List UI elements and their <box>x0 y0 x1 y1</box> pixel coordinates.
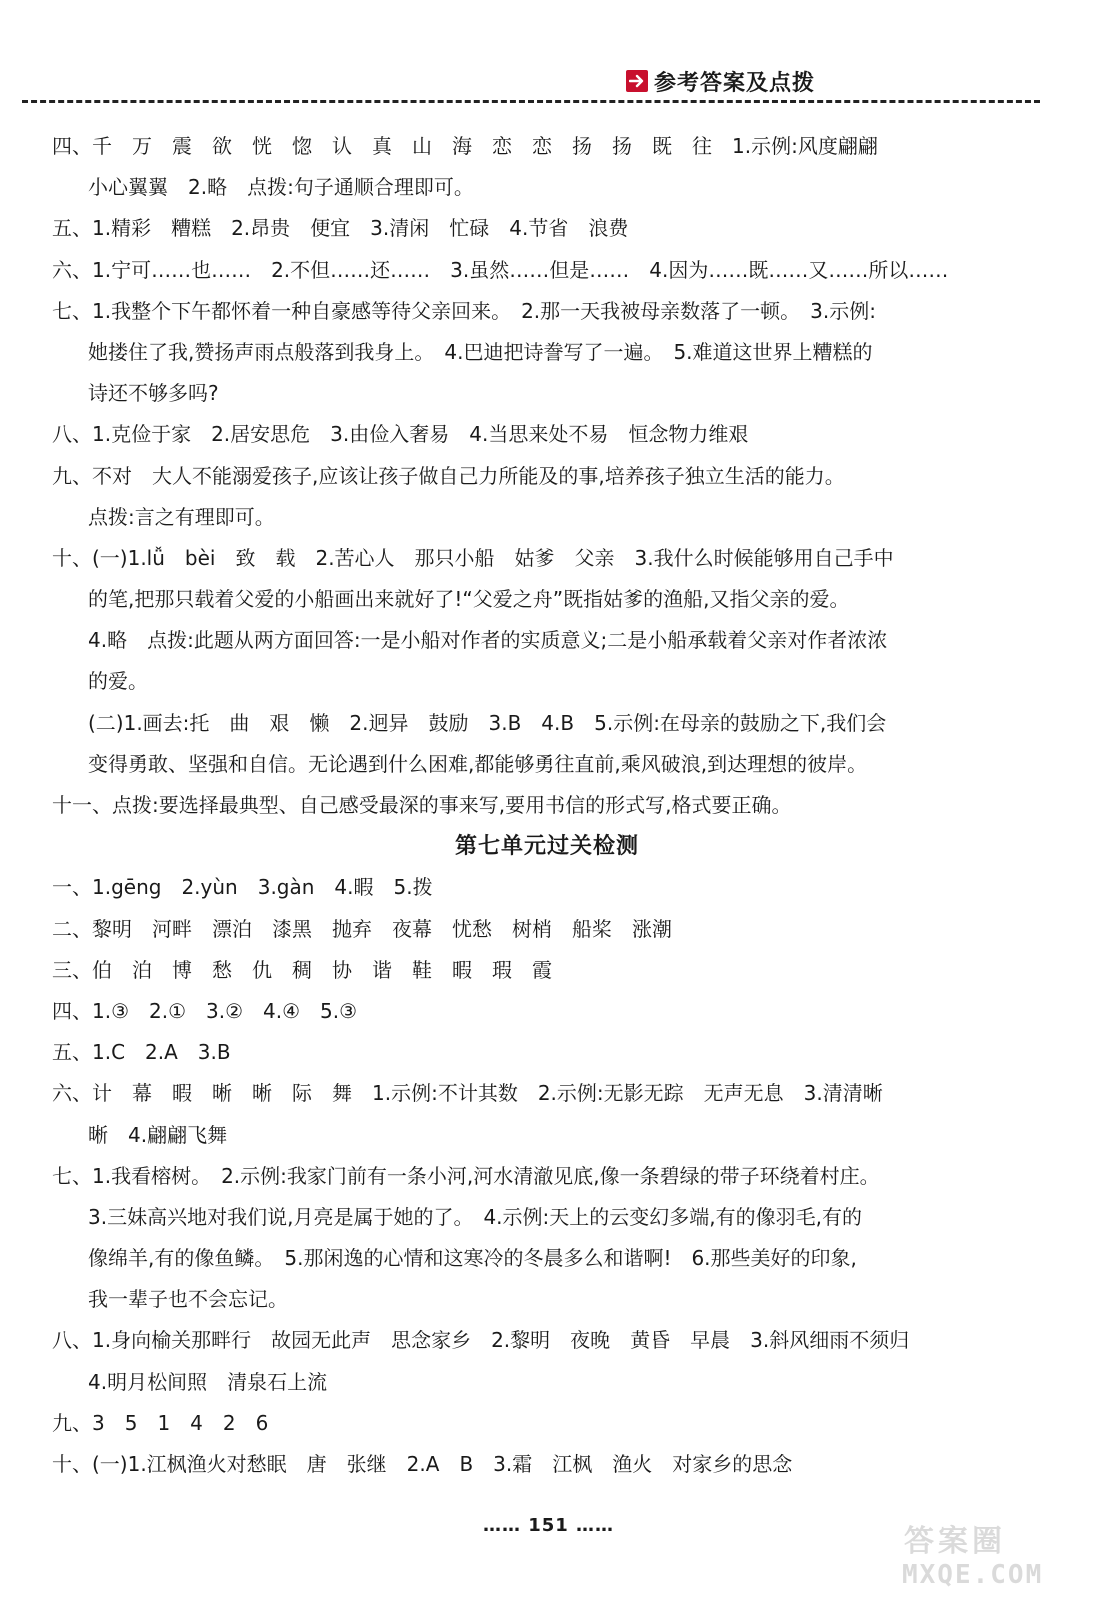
answer-line: 四、1.③ 2.① 3.② 4.④ 5.③ <box>52 998 358 1023</box>
arrow-right-icon <box>626 70 648 92</box>
answer-line: 十、(一)1.江枫渔火对愁眠 唐 张继 2.A B 3.霜 江枫 渔火 对家乡的思念 <box>52 1452 793 1476</box>
header-divider <box>22 100 1040 103</box>
answer-line: 她搂住了我,赞扬声雨点般落到我身上。 4.巴迪把诗誊写了一遍。 5.难道这世界上糟糕的 <box>88 339 873 364</box>
answer-line: 二、黎明 河畔 漂泊 漆黑 抛弃 夜幕 忧愁 树梢 船桨 涨潮 <box>52 916 672 941</box>
answer-content <box>52 126 1042 1485</box>
header-title: 参考答案及点拨 <box>654 71 816 96</box>
answer-line: 八、1.身向榆关那畔行 故园无此声 思念家乡 2.黎明 夜晚 黄昏 早晨 3.斜风细雨不须归 <box>52 1328 910 1353</box>
section-title: 第七单元过关检测 <box>454 834 639 860</box>
answer-line: 点拨:言之有理即可。 <box>88 504 275 529</box>
answer-line: 晰 4.翩翩飞舞 <box>88 1122 228 1147</box>
watermark-logo <box>898 1516 1088 1592</box>
answer-line: 五、1.精彩 糟糕 2.昂贵 便宜 3.清闲 忙碌 4.节省 浪费 <box>52 216 629 241</box>
answer-line: (二)1.画去:托 曲 艰 懒 2.迥异 鼓励 3.B 4.B 5.示例:在母亲的鼓励之下,我们会 <box>88 710 887 735</box>
answer-line: 小心翼翼 2.略 点拨:句子通顺合理即可。 <box>88 175 474 200</box>
answer-line: 六、计 幕 暇 晰 晰 际 舞 1.示例:不计其数 2.示例:无影无踪 无声无息 3.清清晰 <box>52 1081 883 1106</box>
answer-line: 四、千 万 震 欲 恍 惚 认 真 山 海 恋 恋 扬 扬 既 往 1.示例:风度翩翩 <box>52 134 878 158</box>
answer-line: 我一辈子也不会忘记。 <box>88 1287 288 1312</box>
answer-line: 八、1.克俭于家 2.居安思危 3.由俭入奢易 4.当思来处不易 恒念物力维艰 <box>52 422 749 447</box>
answer-line: 变得勇敢、坚强和自信。无论遇到什么困难,都能够勇往直前,乘风破浪,到达理想的彼岸。 <box>88 751 868 776</box>
answer-line: 七、1.我整个下午都怀着一种自豪感等待父亲回来。 2.那一天我被母亲数落了一顿。 3.示例: <box>52 298 876 323</box>
answer-line: 九、3 5 1 4 2 6 <box>52 1410 269 1435</box>
answer-line: 一、1.gēng 2.yùn 3.gàn 4.暇 5.拨 <box>52 875 433 900</box>
answer-line: 像绵羊,有的像鱼鳞。 5.那闲逸的心情和这寒冷的冬晨多么和谐啊! 6.那些美好的印象, <box>88 1246 857 1271</box>
answer-line: 十一、点拨:要选择最典型、自己感受最深的事来写,要用书信的形式写,格式要正确。 <box>52 793 792 817</box>
watermark-text: 答案圈 <box>904 1524 1006 1559</box>
answer-line: 4.略 点拨:此题从两方面回答:一是小船对作者的实质意义;二是小船承载着父亲对作者浓浓 <box>88 628 888 653</box>
watermark-url: MXQE.COM <box>902 1560 1044 1590</box>
page-number: …… 151 …… <box>482 1515 615 1536</box>
answer-line: 三、伯 泊 博 愁 仇 稠 协 谐 鞋 暇 瑕 霞 <box>52 957 552 982</box>
answer-line: 十、(一)1.lǚ bèi 致 载 2.苦心人 那只小船 姑爹 父亲 3.我什么时候能够用自己手中 <box>52 545 894 570</box>
page-header <box>0 0 1097 108</box>
answer-line: 的爱。 <box>88 669 148 694</box>
answer-line: 4.明月松间照 清泉石上流 <box>88 1369 328 1394</box>
answer-line: 七、1.我看榕树。 2.示例:我家门前有一条小河,河水清澈见底,像一条碧绿的带子环绕着村庄。 <box>52 1163 880 1188</box>
answer-line: 五、1.C 2.A 3.B <box>52 1040 231 1065</box>
answer-line: 的笔,把那只载着父爱的小船画出来就好了!“父爱之舟”既指姑爹的渔船,又指父亲的爱。 <box>88 587 850 612</box>
answer-line: 六、1.宁可……也…… 2.不但……还…… 3.虽然……但是…… 4.因为……既……又……所以…… <box>52 257 949 282</box>
answer-line: 3.三妹高兴地对我们说,月亮是属于她的了。 4.示例:天上的云变幻多端,有的像羽毛,有的 <box>88 1204 862 1229</box>
answer-line: 九、不对 大人不能溺爱孩子,应该让孩子做自己力所能及的事,培养孩子独立生活的能力。 <box>52 463 845 488</box>
answer-line: 诗还不够多吗? <box>88 381 219 406</box>
